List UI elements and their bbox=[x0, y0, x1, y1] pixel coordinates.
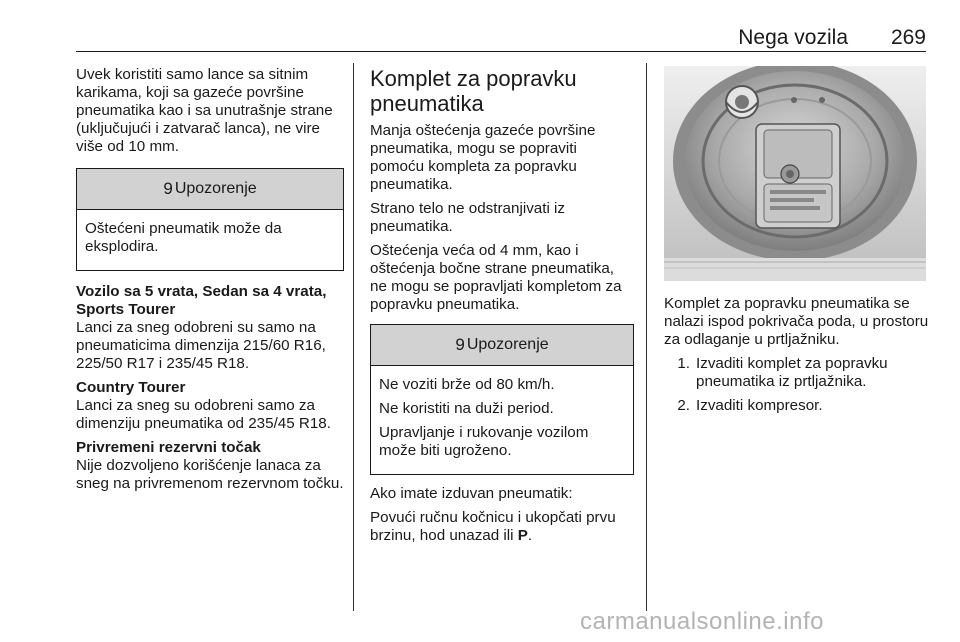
warning-line: Ne voziti brže od 80 km/h. bbox=[379, 376, 555, 393]
warning-header bbox=[371, 325, 633, 366]
column-left bbox=[76, 66, 344, 499]
paragraph-4: Ako imate izduvan pneumatik: bbox=[370, 485, 573, 502]
section-title-spare-wheel: Privremeni rezervni točak bbox=[76, 439, 261, 456]
step-number: 1. bbox=[677, 355, 690, 372]
gear-p-label: P bbox=[517, 527, 528, 544]
step-list bbox=[664, 355, 930, 415]
page-title: Nega vozila bbox=[738, 26, 848, 49]
header-rule bbox=[76, 51, 926, 52]
step-item bbox=[664, 397, 930, 415]
trunk-illustration-svg bbox=[664, 66, 926, 281]
warning-header bbox=[77, 169, 343, 210]
section-heading: Komplet za popravku pneumatika bbox=[370, 66, 577, 116]
warning-title: Upozorenje bbox=[466, 336, 549, 353]
page-header bbox=[76, 26, 926, 50]
section-text-spare-wheel: Nije dozvoljeno korišćenje lanaca za sneg na privremenom rezervnom točku. bbox=[76, 457, 344, 492]
paragraph-3: Oštećenja veća od 4 mm, kao i oštećenja bočne strane pneumatika, ne mogu se popravljati kompletom za popravku pneumatika. bbox=[370, 242, 622, 313]
step-text: Izvaditi kompresor. bbox=[696, 397, 823, 414]
step-item bbox=[664, 355, 930, 391]
warning-text: Oštećeni pneumatik može da eksplodira. bbox=[85, 220, 282, 255]
watermark: carmanualsonline.info bbox=[580, 608, 824, 635]
warning-icon: 9 bbox=[455, 335, 465, 354]
section-title-5-door: Vozilo sa 5 vrata, Sedan sa 4 vrata, Sports Tourer bbox=[76, 283, 327, 318]
section-text-country-tourer: Lanci za sneg su odobreni samo za dimenziju pneumatika od 235/45 R18. bbox=[76, 397, 331, 432]
warning-line: Ne koristiti na duži period. bbox=[379, 400, 554, 417]
section-title-country-tourer: Country Tourer bbox=[76, 379, 186, 396]
step-number: 2. bbox=[677, 397, 690, 414]
paragraph-5-text: Povući ručnu kočnicu i ukopčati prvu brzinu, hod unazad ili bbox=[370, 509, 616, 544]
warning-box bbox=[370, 324, 634, 475]
step-text: Izvaditi komplet za popravku pneumatika iz prtljažnika. bbox=[696, 355, 888, 390]
tire-repair-kit-illustration bbox=[664, 66, 926, 281]
page-number: 269 bbox=[890, 26, 926, 49]
column-divider-1 bbox=[353, 63, 354, 611]
paragraph-2: Strano telo ne odstranjivati iz pneumatika. bbox=[370, 200, 566, 235]
warning-box bbox=[76, 168, 344, 271]
intro-paragraph: Uvek koristiti samo lance sa sitnim karikama, koji sa gazeće površine pneumatika kao i sa unutrašnje strane (uključujući i zatvarač lanca), ne vire više od 10 mm. bbox=[76, 66, 333, 155]
paragraph-5-end: . bbox=[527, 527, 533, 544]
paragraph-5 bbox=[370, 509, 634, 545]
image-caption: Komplet za popravku pneumatika se nalazi ispod pokrivača poda, u prostoru za odlaganje u prtljažniku. bbox=[664, 295, 929, 348]
column-divider-2 bbox=[646, 63, 647, 611]
column-right bbox=[664, 66, 930, 421]
column-middle bbox=[370, 66, 634, 551]
paragraph-1: Manja oštećenja gazeće površine pneumatika, mogu se popraviti pomoću kompleta za popravku pneumatika. bbox=[370, 122, 596, 193]
warning-line: Upravljanje i rukovanje vozilom može biti ugroženo. bbox=[379, 424, 589, 459]
warning-icon: 9 bbox=[163, 179, 173, 198]
warning-title: Upozorenje bbox=[174, 180, 257, 197]
warning-body bbox=[371, 366, 633, 474]
warning-body bbox=[77, 210, 343, 270]
section-text-5-door: Lanci za sneg odobreni su samo na pneumaticima dimenzija 215/60 R16, 225/50 R17 i 235/45 R18. bbox=[76, 319, 326, 372]
